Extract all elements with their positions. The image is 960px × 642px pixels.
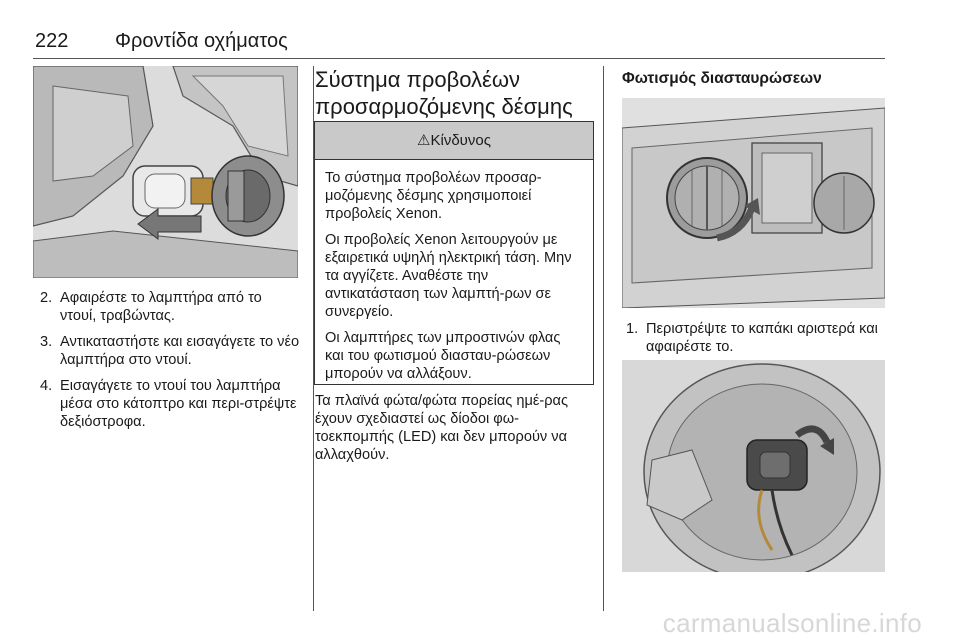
watermark: carmanualsonline.info	[662, 608, 922, 638]
step-text: Αντικαταστήστε και εισαγάγετε το νέο λαμπτήρα στο ντουί.	[60, 334, 300, 368]
warning-header	[315, 122, 593, 160]
warning-paragraph: Οι προβολείς Xenon λειτουργούν με εξαιρετικά υψηλή ηλεκτρική τάση. Μην τα αγγίζετε. Αναθέστε την αντικατάσταση των λαμπτή-ρων σε συνεργείο.	[325, 232, 572, 320]
header-divider	[33, 58, 885, 59]
list-item	[40, 333, 302, 369]
warning-paragraph: Οι λαμπτήρες των μπροστινών φλας και του φωτισμού διασταυ-ρώσεων μπορούν να αλλάξουν.	[325, 330, 561, 382]
list-item	[40, 377, 302, 431]
section-title-line2: προσαρμοζόμενης δέσμης	[315, 94, 573, 119]
list-item	[40, 289, 302, 325]
column-divider-right	[603, 66, 604, 611]
step-number: 4.	[40, 378, 53, 394]
bulb-socket-illustration	[622, 360, 885, 572]
section-title	[315, 66, 595, 120]
right-steps	[626, 320, 888, 364]
page-number: 222	[35, 30, 69, 52]
page-header	[33, 24, 885, 54]
step-number: 2.	[40, 290, 53, 306]
warning-triangle-icon: ⚠	[417, 132, 431, 149]
step-number: 3.	[40, 334, 53, 350]
step-text: Εισαγάγετε το ντουί του λαμπτήρα μέσα στο κάτοπτρο και περι-στρέψτε δεξιόστροφα.	[60, 378, 297, 430]
subheading: Φωτισμός διασταυρώσεων	[622, 70, 822, 87]
section-title-line1: Σύστημα προβολέων	[315, 67, 521, 92]
step-number: 1.	[626, 321, 639, 337]
bulb-removal-illustration	[33, 66, 298, 278]
led-paragraph: Τα πλαϊνά φώτα/φώτα πορείας ημέ-ρας έχουν σχεδιαστεί ως δίοδοι φω-τοεκπομπής (LED) και δεν μπορούν να αλλαχθούν.	[315, 393, 569, 463]
left-steps	[40, 289, 302, 439]
list-item	[626, 320, 888, 356]
warning-box	[314, 121, 594, 385]
step-text: Αφαιρέστε το λαμπτήρα από το ντουί, τραβώντας.	[60, 290, 262, 324]
page-title: Φροντίδα οχήματος	[115, 30, 288, 52]
headlamp-cap-illustration	[622, 98, 885, 308]
warning-heading: Κίνδυνος	[430, 132, 491, 149]
step-text: Περιστρέψτε το καπάκι αριστερά και αφαιρέστε το.	[646, 321, 878, 355]
warning-body	[315, 160, 593, 395]
warning-paragraph: Το σύστημα προβολέων προσαρ-μοζόμενης δέσμης χρησιμοποιεί προβολείς Xenon.	[325, 170, 542, 222]
